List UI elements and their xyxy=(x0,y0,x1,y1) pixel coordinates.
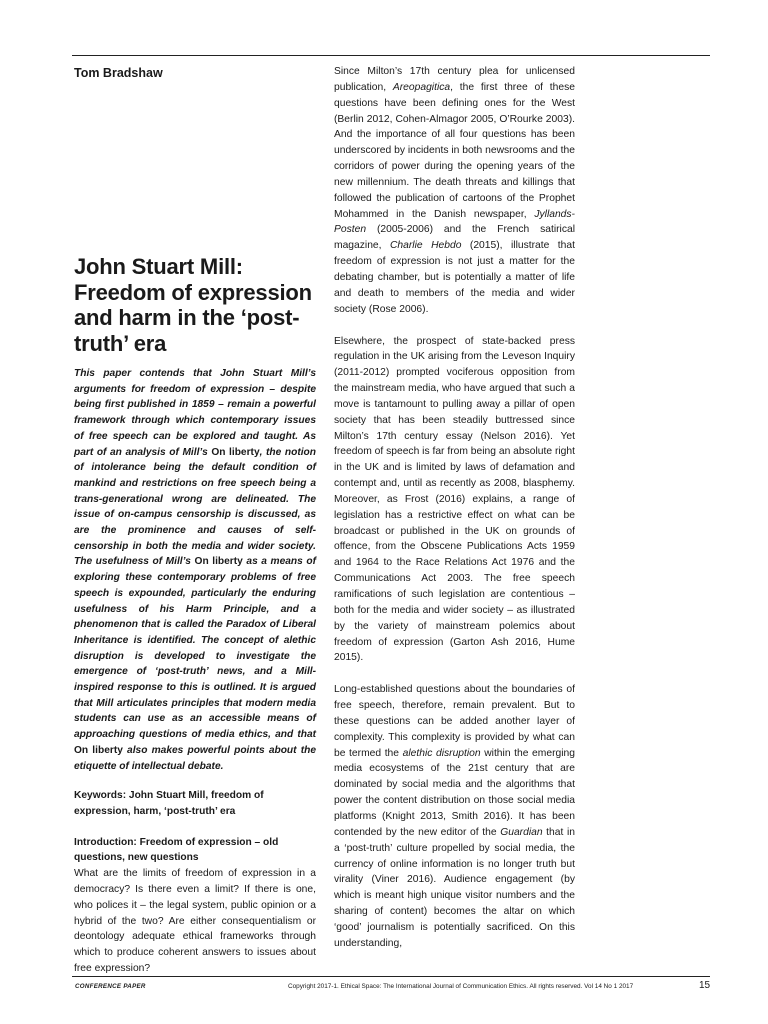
emphasis: Guardian xyxy=(500,826,543,838)
left-column xyxy=(74,60,316,977)
text-run: Since Milton’s 17th century plea for unlicensed publication, xyxy=(334,66,575,93)
footer-label: CONFERENCE PAPER xyxy=(75,983,146,990)
body-paragraph: Elsewhere, the prospect of state-backed press regulation in the UK arising from the Leveson Inquiry (2011-2012) prompted vociferous opposition from the mainstream media, who have argued that such a move is tantamount to pulling away a pillar of open society that has been steadily buttressed since Milton’s 17th century essay (Nelson 2016). Yet freedom of speech is far from being an absolute right in the UK and is limited by laws of defamation and contempt and, until as recently as 2008, blasphemy. Moreover, as Frost (2016) explains, a range of legislation has a restrictive effect on what can be broadcast or published in the UK on grounds of offence, from the Obscene Publications Acts 1959 and 1964 to the Race Relations Act 1976 and the Communications Act 2003. The free speech ramifications of such legislation are contentious – both for the media and wider society – as illustrated by the variety of mainstream polemics about freedom of expression (Garton Ash 2016, Hume 2015). xyxy=(334,335,575,664)
text-run: (2015), illustrate that freedom of expression is not just a matter for the debating chamber, but is potentially a matter of life and death to members of the media and wider society (Rose 2006). xyxy=(334,240,575,315)
text-run: that in a ‘post-truth’ culture propelled by social media, the currency of online information is no longer truth but virality (Viner 2016). Audience engagement (by which is meant high unique visitor numbers and the sharing of content) becomes the altar on which ‘good’ journalism is potentially sacrificed. On this understanding, xyxy=(334,826,575,949)
text-run: within the emerging media ecosystems of the 21st century that are dominated by social media and the algorithms that power the content distribution on those social media platforms (Knight 2013, Smith 2016). It has been contended by the new editor of the xyxy=(334,747,575,838)
body-paragraph xyxy=(334,682,575,951)
work-title: On liberty xyxy=(211,446,260,458)
emphasis: alethic disruption xyxy=(402,747,481,759)
footer-copyright: Copyright 2017-1. Ethical Space: The International Journal of Communication Ethics. All rights reserved. Vol 14 No 1 2017 xyxy=(288,983,634,990)
emphasis: Charlie Hebdo xyxy=(389,240,462,252)
section-heading: Introduction: Freedom of expression – old questions, new questions xyxy=(74,836,279,864)
keywords: Keywords: John Stuart Mill, freedom of expression, harm, ‘post-truth’ era xyxy=(74,790,264,817)
top-rule xyxy=(72,55,710,56)
article-title: John Stuart Mill: Freedom of expression and harm in the ‘post-truth’ era xyxy=(74,254,312,356)
work-title: On liberty xyxy=(74,744,123,756)
abstract-text: also makes powerful points about the etiquette of intellectual debate. xyxy=(74,744,316,772)
footer-rule xyxy=(72,976,710,977)
intro-paragraph: What are the limits of freedom of expression in a democracy? Is there even a limit? If there is one, who polices it – the legal system, public opinion or a hybrid of the two? Are either consequentialism or deontology adequate ethical frameworks through which to produce coherent answers to issues about free expression? xyxy=(74,868,316,975)
abstract-text: This paper contends that John Stuart Mill’s arguments for freedom of expression – despite being first published in 1859 – remain a powerful framework through which contemporary issues of free speech can be explored and taught. As part of an analysis of Mill’s xyxy=(74,368,316,458)
emphasis: Areopagitica xyxy=(392,81,451,93)
emphasis: Jyllands-Posten xyxy=(334,208,575,236)
page-number: 15 xyxy=(699,980,711,991)
text-run: Long-established questions about the boundaries of free speech, therefore, remain prevalent. But to these questions can be added another layer of complexity. This complexity is provided by what can be termed the xyxy=(334,684,575,759)
author-name: Tom Bradshaw xyxy=(74,66,163,80)
work-title: On liberty xyxy=(194,556,243,568)
text-run: , the first three of these questions have been defining ones for the West (Berlin 2012, Cohen-Almagor 2005, O’Rourke 2003). And the importance of all four questions has been underscored by incidents in both newsrooms and the corridors of power during the opening years of the new millennium. The death threats and killings that followed the publication of cartoons of the Prophet Mohammed in the Danish newspaper, xyxy=(334,81,575,220)
text-run: (2005-2006) and the French satirical magazine, xyxy=(334,224,575,252)
abstract-text: as a means of exploring these contemporary problems of free speech is expounded, particularly the enduring usefulness of his Harm Principle, and a phenomenon that is called the Paradox of Liberal Inheritance is identified. The concept of alethic disruption is developed to investigate the emergence of ‘post-truth’ news, and a Mill-inspired response to this is outlined. It is argued that Mill articulates principles that modern media students can use as an accessible means of approaching questions of media ethics, and that xyxy=(74,556,316,741)
abstract xyxy=(74,366,316,774)
body-paragraph xyxy=(334,64,575,318)
abstract-text: , the notion of intolerance being the default condition of mankind and restrictions on free speech being a trans-generational wrong are delineated. The issue of on-campus censorship is discussed, as are the prominence and causes of self-censorship in both the media and wider society. The usefulness of Mill’s xyxy=(74,446,316,568)
right-column xyxy=(334,60,575,968)
